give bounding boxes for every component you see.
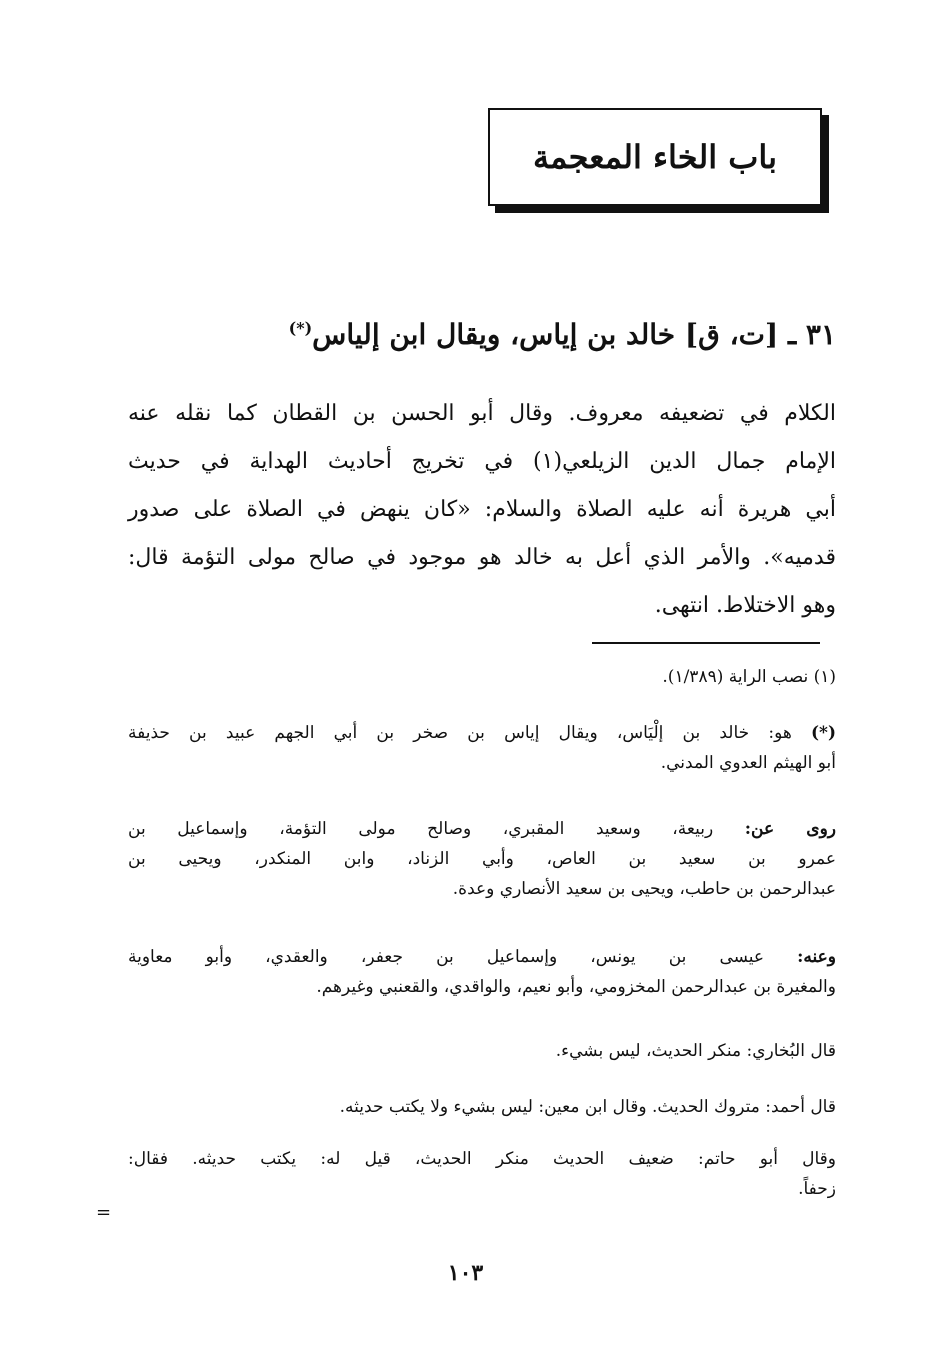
narrated-by-label: وعنه: [797,947,837,967]
narrated-from-line: عبدالرحمن بن حاطب، ويحيى بن سعيد الأنصاري وعدة. [452,879,836,899]
main-line: الكلام في تضعيفه معروف. وقال أبو الحسن بن القطان كما نقله عنه [128,401,836,426]
quote-ahmad [128,1092,836,1122]
footnote-star-label: (*) [811,723,836,743]
narrated-by-line: عيسى بن يونس، وإسماعيل بن جعفر، والعقدي، وأبو معاوية [128,947,765,967]
entry-heading [150,318,836,351]
footnote-1 [128,662,836,692]
narrated-from-line: ربيعة، وسعيد المقبري، وصالح مولى التؤمة، وإسماعيل بن [128,819,714,839]
main-line: الإمام جمال الدين الزيلعي(١) في تخريج أحاديث الهداية في حديث [128,449,836,474]
narrated-by-block [128,942,836,1002]
main-line: وهو الاختلاط. انتهى. [654,593,836,618]
entry-number: ٣١ ـ [787,318,836,351]
quote-line: قال أحمد: متروك الحديث. وقال ابن معين: ليس بشيء ولا يكتب حديثه. [339,1097,836,1117]
narrated-by-line: والمغيرة بن عبدالرحمن المخزومي، وأبو نعيم، والواقدي، والقعنبي وغيرهم. [316,977,836,997]
footnote-1-text: (١) نصب الراية (١/٣٨٩). [662,667,836,687]
main-line: أبي هريرة أنه عليه الصلاة والسلام: «كان ينهض في الصلاة على صدور [128,497,836,522]
quote-abu-hatim [128,1144,836,1204]
footnote-separator [592,642,820,644]
main-line: قدميه». والأمر الذي أعل به خالد هو موجود في صالح مولى التؤمة قال: [128,545,836,570]
quote-line: قال البُخاري: منكر الحديث، ليس بشيء. [555,1041,836,1061]
quote-line: وقال أبو حاتم: ضعيف الحديث منكر الحديث، قيل له: يكتب حديثه. فقال: [128,1149,836,1169]
quote-line: زحفاً. [798,1179,836,1199]
narrated-from-label: روى عن: [744,819,836,839]
narrated-from-block [128,814,836,904]
main-paragraph [128,390,836,630]
entry-name: خالد بن إياس، ويقال ابن إلياس [312,318,676,351]
page-number: ١٠٣ [447,1260,484,1286]
narrated-from-line: عمرو بن سعيد بن العاص، وأبي الزناد، وابن المنكدر، ويحيى بن [128,849,836,869]
chapter-title-box [488,108,822,206]
entry-marker: (*) [288,318,313,338]
footnote-star-line: هو: خالد بن إلْيَاس، ويقال إياس بن صخر بن أبي الجهم عبيد بن حذيفة [128,723,792,743]
quote-bukhari [128,1036,836,1066]
entry-codes: [ت، ق] [684,318,779,351]
continuation-mark: = [96,1202,112,1223]
footnote-star-line: أبو الهيثم العدوي المدني. [660,753,836,773]
footnote-star [128,718,836,778]
chapter-title: باب الخاء المعجمة [532,138,778,176]
